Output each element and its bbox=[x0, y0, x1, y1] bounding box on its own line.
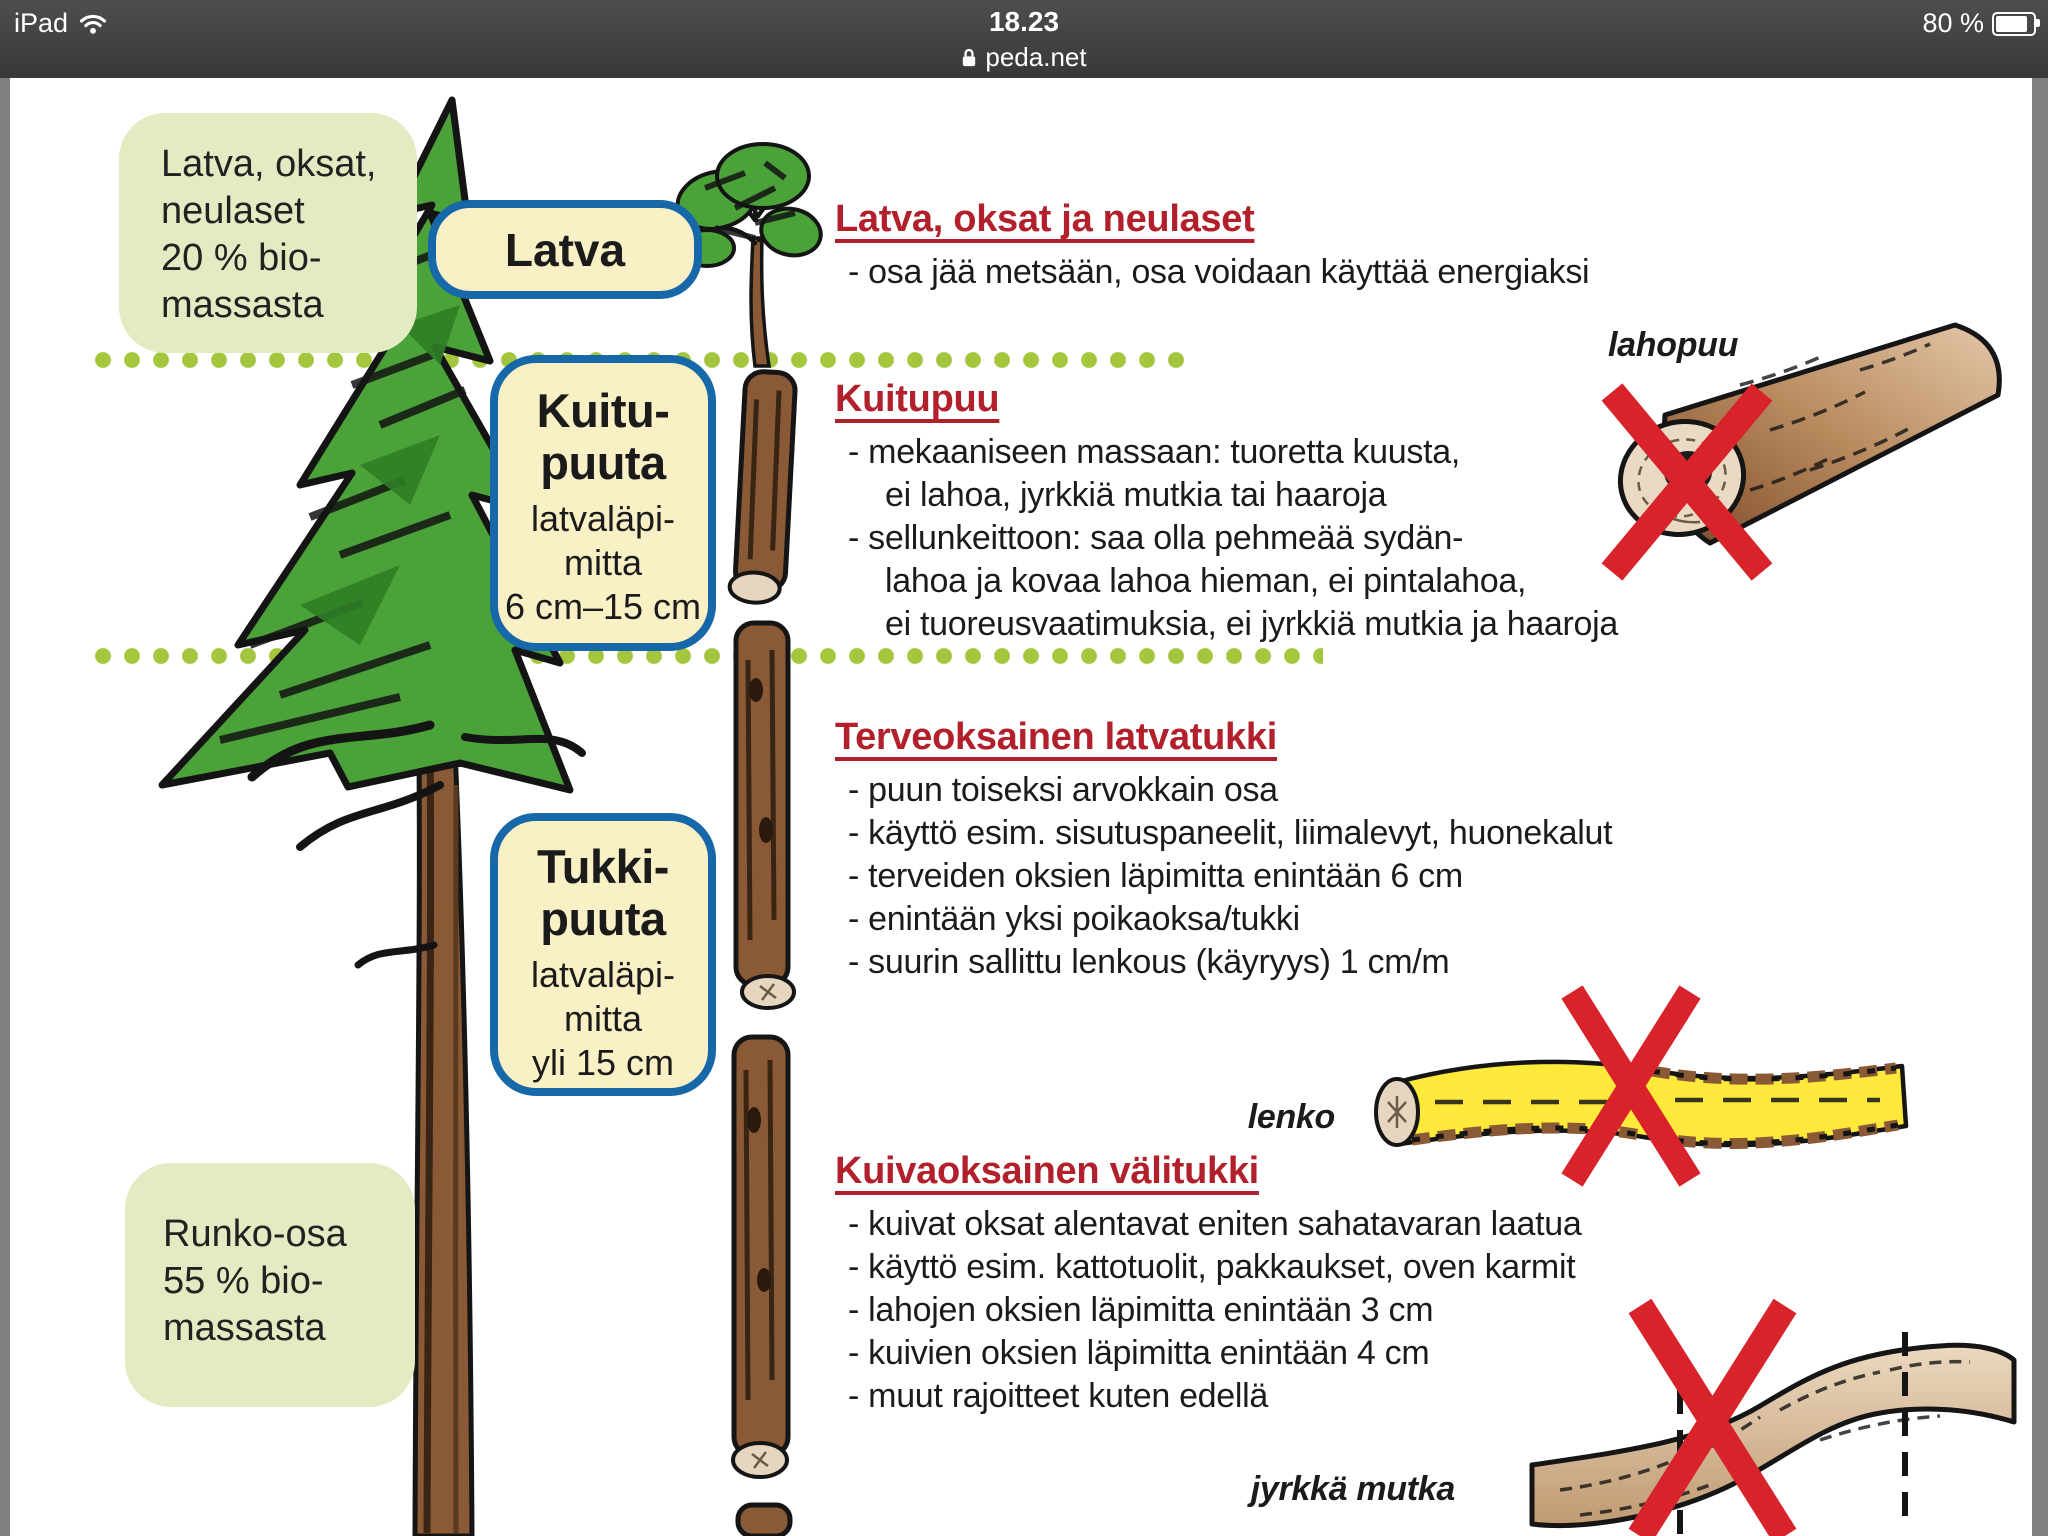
lenko-label: lenko bbox=[1247, 1098, 1335, 1136]
clock: 18.23 bbox=[988, 6, 1060, 37]
bullet-line: lahoa ja kovaa lahoa hieman, ei pintalahoa, bbox=[885, 562, 1527, 600]
bullet-line: - sellunkeittoon: saa olla pehmeää sydän- bbox=[848, 519, 1464, 557]
section-heading: Kuivaoksainen välitukki bbox=[835, 1150, 1259, 1192]
bullet-line: - mekaaniseen massaan: tuoretta kuusta, bbox=[848, 433, 1460, 471]
bullet-line: - enintään yksi poikaoksa/tukki bbox=[848, 900, 1300, 938]
bullet-line: ei tuoreusvaatimuksia, ei jyrkkiä mutkia ja haaroja bbox=[885, 605, 1619, 643]
bullet-line: - muut rajoitteet kuten edellä bbox=[848, 1377, 1269, 1415]
tukki-sub-line: latvaläpi- bbox=[530, 954, 676, 995]
tukki-sub-line: mitta bbox=[563, 998, 642, 1039]
latva-box-label: Latva bbox=[504, 223, 626, 276]
bullet-line: ei lahoa, jyrkkiä mutkia tai haaroja bbox=[885, 476, 1387, 514]
tukki-title-line: Tukki- bbox=[537, 840, 669, 893]
lahopuu-label: lahopuu bbox=[1608, 326, 1739, 364]
biomass-box-top bbox=[119, 113, 417, 353]
bullet-line: - kuivat oksat alentavat eniten sahatavaran laatua bbox=[848, 1205, 1582, 1243]
biomass-top-line: neulaset bbox=[161, 190, 305, 232]
biomass-bottom-line: Runko-osa bbox=[163, 1213, 347, 1255]
bullet-line: - osa jää metsään, osa voidaan käyttää energiaksi bbox=[848, 253, 1590, 291]
bullet-line: - terveiden oksien läpimitta enintään 6 cm bbox=[848, 857, 1463, 895]
tukkipuu-box bbox=[490, 813, 716, 1096]
biomass-top-line: 20 % bio- bbox=[161, 237, 322, 279]
jyrkka-mutka-label: jyrkkä mutka bbox=[1250, 1470, 1455, 1508]
section-latva bbox=[835, 198, 1589, 294]
jyrkka-mutka-illustration bbox=[1520, 1290, 2020, 1536]
kuitu-sub-line: mitta bbox=[563, 542, 642, 583]
biomass-bottom-line: 55 % bio- bbox=[163, 1260, 324, 1302]
section-heading: Latva, oksat ja neulaset bbox=[835, 198, 1255, 240]
device-label: iPad bbox=[14, 8, 69, 38]
kuitupuu-box bbox=[490, 355, 716, 651]
section-heading: Kuitupuu bbox=[835, 378, 1000, 420]
bullet-line: - puun toiseksi arvokkain osa bbox=[848, 771, 1278, 809]
site-name: peda.net bbox=[985, 42, 1087, 72]
kuitu-sub-line: 6 cm–15 cm bbox=[504, 586, 702, 627]
lock-icon bbox=[961, 47, 977, 68]
biomass-top-line: Latva, oksat, bbox=[161, 143, 377, 185]
kuitu-title-line: Kuitu- bbox=[536, 384, 670, 437]
page-content bbox=[10, 78, 2032, 1536]
tukki-title-line: puuta bbox=[540, 892, 666, 945]
latva-box bbox=[428, 200, 702, 299]
biomass-top-line: massasta bbox=[161, 284, 324, 326]
biomass-box-bottom bbox=[125, 1163, 415, 1407]
status-bar bbox=[0, 0, 2048, 78]
log-column-illustration bbox=[718, 360, 813, 1536]
bullet-line: - käyttö esim. kattotuolit, pakkaukset, oven karmit bbox=[848, 1248, 1576, 1286]
kuitu-sub-line: latvaläpi- bbox=[530, 498, 676, 539]
section-kuitupuu bbox=[835, 378, 1618, 646]
battery-icon bbox=[1992, 12, 2036, 36]
kuitu-title-line: puuta bbox=[540, 436, 666, 489]
biomass-bottom-line: massasta bbox=[163, 1307, 326, 1349]
bullet-line: - lahojen oksien läpimitta enintään 3 cm bbox=[848, 1291, 1434, 1329]
bullet-line: - suurin sallittu lenkous (käyryys) 1 cm/m bbox=[848, 943, 1450, 981]
battery-percent: 80 % bbox=[1922, 8, 1984, 38]
bullet-line: - kuivien oksien läpimitta enintään 4 cm bbox=[848, 1334, 1430, 1372]
tukki-sub-line: yli 15 cm bbox=[531, 1042, 675, 1083]
section-heading: Terveoksainen latvatukki bbox=[835, 716, 1277, 758]
bullet-line: - käyttö esim. sisutuspaneelit, liimalevyt, huonekalut bbox=[848, 814, 1613, 852]
lenko-illustration bbox=[1340, 930, 1920, 1200]
url-bar[interactable] bbox=[0, 42, 2048, 73]
